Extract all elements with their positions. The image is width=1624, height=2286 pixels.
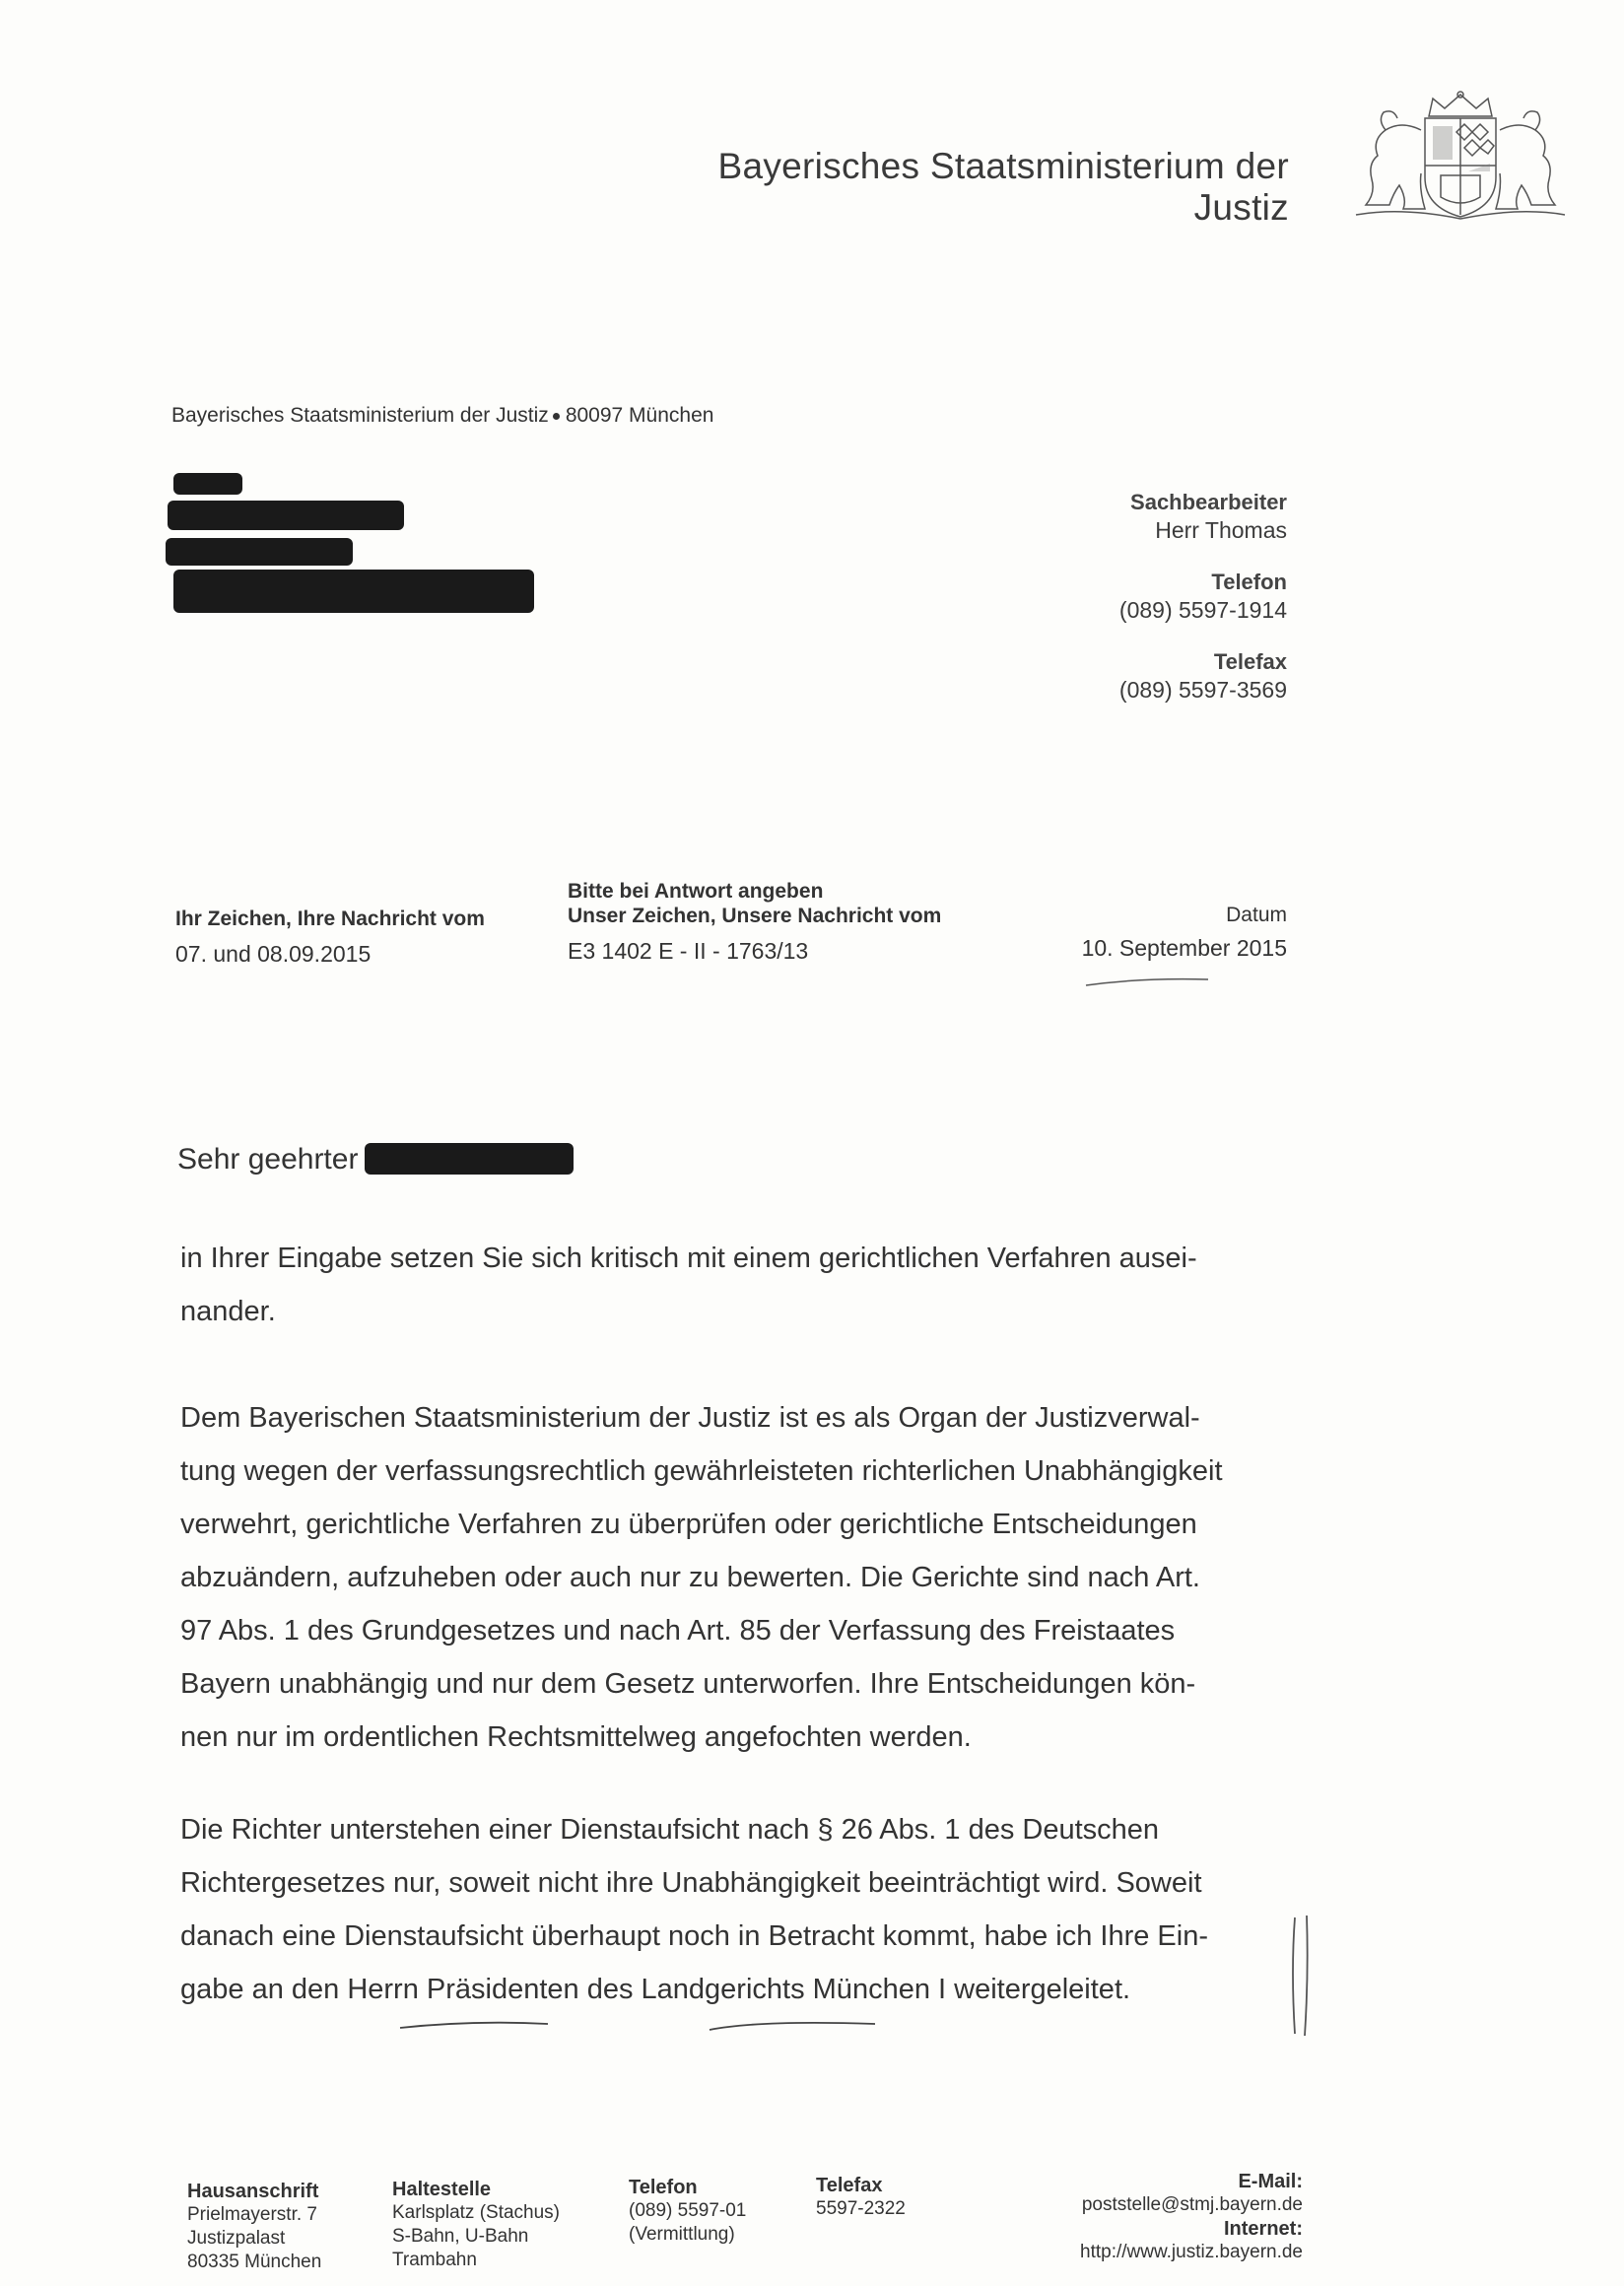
phone-number: (089) 5597-1914 [1118,597,1287,623]
paragraph-line: gabe an den Herrn Präsidenten des Landgerichts München I weitergeleitet. [180,1974,1131,2005]
paragraph-line: Die Richter unterstehen einer Dienstaufsicht nach § 26 Abs. 1 des Deutschen [180,1814,1160,1846]
fax-number: (089) 5597-3569 [1118,677,1287,703]
your-reference-value: 07. und 08.09.2015 [175,941,372,967]
letter-date [1082,903,1287,962]
your-reference-label: Ihr Zeichen, Ihre Nachricht vom [175,908,485,930]
pen-underline-marks [384,2010,897,2034]
paragraph-3 [180,1803,1294,2016]
footer-stop-line: S-Bahn, U-Bahn [392,2226,529,2247]
footer-stop-line: Karlsplatz (Stachus) [392,2202,561,2223]
redacted-recipient-line-2 [168,501,404,530]
paragraph-line: Dem Bayerischen Staatsministerium der Justiz ist es als Organ der Justizverwal- [180,1402,1200,1434]
footer-web-link[interactable]: http://www.justiz.bayern.de [1080,2242,1303,2262]
salutation [177,1143,358,1177]
footer-email-link[interactable]: poststelle@stmj.bayern.de [1081,2194,1303,2215]
redacted-recipient-name [365,1143,574,1175]
footer-address-line: 80335 München [187,2252,322,2272]
ministry-title-line2: Justiz [1193,187,1289,228]
paragraph-line: abzuändern, aufzuheben oder auch nur zu bewerten. Die Gerichte sind nach Art. [180,1562,1200,1593]
return-address-city: 80097 München [565,404,714,427]
redacted-recipient-line-3 [166,538,353,566]
paragraph-line: in Ihrer Eingabe setzen Sie sich kritisch mit einem gerichtlichen Verfahren ausei- [180,1243,1197,1274]
footer-phone [629,2176,746,2247]
our-reference-label: Unser Zeichen, Unsere Nachricht vom [568,905,942,927]
footer-address-line: Justizpalast [187,2228,286,2249]
salutation-text: Sehr geehrter [177,1143,359,1176]
footer-phone-line: (Vermittlung) [629,2224,735,2245]
our-reference [568,879,941,965]
date-label: Datum [1226,904,1287,926]
pen-margin-mark [1287,1912,1317,2040]
paragraph-line: nander. [180,1296,276,1327]
footer-online [1080,2170,1303,2264]
separator-dot [553,413,560,420]
paragraph-line: Bayern unabhängig und nur dem Gesetz unterworfen. Ihre Entscheidungen kön- [180,1668,1196,1700]
redacted-recipient-line-4 [173,570,534,613]
return-address [171,404,713,428]
footer-address [187,2180,321,2274]
footer-stop [392,2178,560,2272]
phone-label: Telefon [1211,570,1287,594]
footer-stop-label: Haltestelle [392,2179,492,2200]
paragraph-line: 97 Abs. 1 des Grundgesetzes und nach Art. 85 der Verfassung des Freistaates [180,1615,1176,1647]
fax-label: Telefax [1213,649,1287,674]
your-reference [175,907,485,968]
ministry-title [718,146,1290,229]
paragraph-1 [180,1232,1294,1338]
footer-address-line: Prielmayerstr. 7 [187,2204,317,2225]
footer-fax-label: Telefax [816,2175,883,2196]
paragraph-line: Richtergesetzes nur, soweit nicht ihre Unabhängigkeit beeinträchtigt wird. Soweit [180,1867,1202,1899]
footer-phone-line: (089) 5597-01 [629,2200,747,2221]
our-reference-note: Bitte bei Antwort angeben [568,880,824,903]
pen-underline-mark [1084,975,1212,989]
ministry-title-line1: Bayerisches Staatsministerium der [717,146,1289,186]
footer-phone-label: Telefon [629,2177,698,2198]
paragraph-line: tung wegen der verfassungsrechtlich gewährleisteten richterlichen Unabhängigkeit [180,1455,1223,1487]
clerk-name: Herr Thomas [1155,517,1287,543]
our-reference-value: E3 1402 E - II - 1763/13 [568,938,809,964]
footer-fax [816,2174,906,2221]
paragraph-line: verwehrt, gerichtliche Verfahren zu überprüfen oder gerichtliche Entscheidungen [180,1509,1197,1540]
footer-email-label: E-Mail: [1238,2171,1303,2192]
footer-fax-number: 5597-2322 [816,2198,906,2219]
paragraph-line: nen nur im ordentlichen Rechtsmittelweg angefochten werden. [180,1721,972,1753]
clerk-label: Sachbearbeiter [1130,490,1287,514]
redacted-recipient-line-1 [173,473,242,495]
paragraph-2 [180,1391,1294,1764]
contact-block [1119,489,1287,704]
footer-address-label: Hausanschrift [187,2181,319,2202]
footer-stop-line: Trambahn [392,2250,477,2270]
paragraph-line: danach eine Dienstaufsicht überhaupt noch in Betracht kommt, habe ich Ihre Ein- [180,1920,1208,1952]
footer-web-label: Internet: [1224,2218,1303,2240]
date-value: 10. September 2015 [1081,935,1287,961]
bavarian-coat-of-arms-icon [1342,91,1579,221]
return-address-sender: Bayerisches Staatsministerium der Justiz [171,404,549,427]
